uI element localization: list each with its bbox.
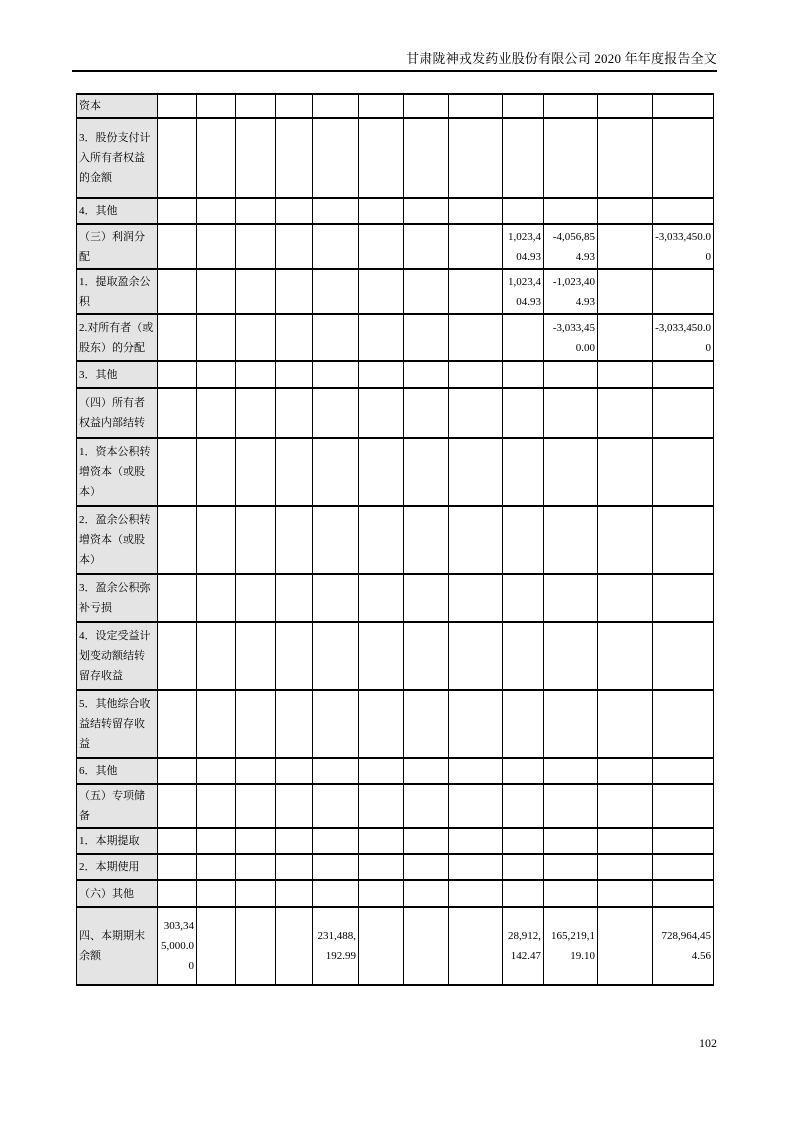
empty-cell: [598, 198, 653, 224]
empty-cell: [598, 269, 653, 314]
empty-cell: [359, 622, 404, 690]
row-label: 4．设定受益计划变动额结转留存收益: [77, 622, 158, 690]
empty-cell: [404, 828, 449, 854]
row-label: 资本: [77, 94, 158, 118]
empty-cell: [197, 269, 236, 314]
empty-cell: [197, 198, 236, 224]
empty-cell: [503, 690, 544, 758]
empty-cell: [404, 784, 449, 828]
table-row: [77, 854, 714, 880]
empty-cell: [449, 361, 503, 388]
empty-cell: [276, 758, 313, 784]
empty-cell: [503, 94, 544, 118]
empty-cell: [404, 907, 449, 985]
empty-cell: [598, 574, 653, 622]
empty-cell: [197, 828, 236, 854]
page-number: 102: [699, 1036, 717, 1050]
empty-cell: [276, 314, 313, 361]
empty-cell: [598, 880, 653, 907]
empty-cell: [598, 622, 653, 690]
empty-cell: [598, 314, 653, 361]
empty-cell: [449, 94, 503, 118]
table-row: [77, 574, 714, 622]
empty-cell: [598, 907, 653, 985]
empty-cell: [276, 438, 313, 506]
empty-cell: [236, 784, 276, 828]
row-label: 3．其他: [77, 361, 158, 388]
empty-cell: [276, 118, 313, 198]
empty-cell: [544, 622, 598, 690]
empty-cell: [544, 361, 598, 388]
header-rule: [72, 70, 717, 72]
empty-cell: [653, 506, 714, 574]
empty-cell: [449, 784, 503, 828]
table-row: [77, 94, 714, 118]
empty-cell: [359, 506, 404, 574]
empty-cell: [276, 880, 313, 907]
empty-cell: [359, 361, 404, 388]
empty-cell: [313, 224, 359, 269]
empty-cell: [449, 198, 503, 224]
amount-cell: -4,056,854.93: [544, 224, 598, 269]
empty-cell: [236, 388, 276, 438]
empty-cell: [503, 506, 544, 574]
empty-cell: [313, 784, 359, 828]
amount-cell: 28,912,142.47: [503, 907, 544, 985]
empty-cell: [404, 574, 449, 622]
empty-cell: [449, 224, 503, 269]
empty-cell: [598, 828, 653, 854]
empty-cell: [313, 94, 359, 118]
empty-cell: [276, 574, 313, 622]
row-label: （四）所有者权益内部结转: [77, 388, 158, 438]
empty-cell: [158, 269, 197, 314]
empty-cell: [598, 690, 653, 758]
empty-cell: [236, 574, 276, 622]
empty-cell: [313, 388, 359, 438]
empty-cell: [313, 690, 359, 758]
empty-cell: [404, 880, 449, 907]
row-label: 6．其他: [77, 758, 158, 784]
empty-cell: [276, 506, 313, 574]
row-label: 2.对所有者（或股东）的分配: [77, 314, 158, 361]
amount-cell: 165,219,119.10: [544, 907, 598, 985]
empty-cell: [276, 622, 313, 690]
table-row: [77, 758, 714, 784]
empty-cell: [236, 758, 276, 784]
empty-cell: [236, 622, 276, 690]
amount-cell: -3,033,450.00: [653, 224, 714, 269]
empty-cell: [404, 94, 449, 118]
empty-cell: [197, 880, 236, 907]
amount-cell: 1,023,404.93: [503, 269, 544, 314]
empty-cell: [276, 784, 313, 828]
empty-cell: [276, 854, 313, 880]
empty-cell: [598, 506, 653, 574]
empty-cell: [359, 828, 404, 854]
empty-cell: [158, 784, 197, 828]
empty-cell: [197, 690, 236, 758]
empty-cell: [313, 269, 359, 314]
empty-cell: [276, 269, 313, 314]
empty-cell: [158, 198, 197, 224]
empty-cell: [313, 880, 359, 907]
empty-cell: [236, 690, 276, 758]
row-label: （三）利润分配: [77, 224, 158, 269]
empty-cell: [449, 690, 503, 758]
empty-cell: [236, 828, 276, 854]
empty-cell: [236, 438, 276, 506]
empty-cell: [404, 622, 449, 690]
empty-cell: [653, 854, 714, 880]
empty-cell: [653, 622, 714, 690]
empty-cell: [449, 574, 503, 622]
empty-cell: [404, 854, 449, 880]
empty-cell: [503, 622, 544, 690]
empty-cell: [503, 388, 544, 438]
empty-cell: [503, 574, 544, 622]
empty-cell: [313, 198, 359, 224]
row-label: 四、本期期末余额: [77, 907, 158, 985]
empty-cell: [236, 506, 276, 574]
empty-cell: [158, 854, 197, 880]
empty-cell: [359, 854, 404, 880]
empty-cell: [544, 784, 598, 828]
empty-cell: [276, 828, 313, 854]
empty-cell: [158, 622, 197, 690]
table-row: [77, 438, 714, 506]
empty-cell: [449, 388, 503, 438]
empty-cell: [158, 758, 197, 784]
row-label: 1．本期提取: [77, 828, 158, 854]
empty-cell: [197, 118, 236, 198]
empty-cell: [544, 690, 598, 758]
empty-cell: [359, 438, 404, 506]
empty-cell: [653, 690, 714, 758]
empty-cell: [359, 690, 404, 758]
empty-cell: [197, 388, 236, 438]
empty-cell: [313, 854, 359, 880]
empty-cell: [653, 198, 714, 224]
empty-cell: [197, 314, 236, 361]
empty-cell: [653, 784, 714, 828]
empty-cell: [598, 94, 653, 118]
equity-table-body: [77, 94, 714, 985]
empty-cell: [404, 438, 449, 506]
empty-cell: [236, 880, 276, 907]
empty-cell: [404, 506, 449, 574]
empty-cell: [544, 438, 598, 506]
empty-cell: [449, 438, 503, 506]
empty-cell: [359, 784, 404, 828]
equity-change-table: [76, 93, 714, 986]
table-row: [77, 880, 714, 907]
empty-cell: [598, 118, 653, 198]
empty-cell: [598, 224, 653, 269]
empty-cell: [544, 118, 598, 198]
empty-cell: [158, 438, 197, 506]
empty-cell: [276, 388, 313, 438]
empty-cell: [404, 361, 449, 388]
empty-cell: [544, 506, 598, 574]
empty-cell: [276, 198, 313, 224]
empty-cell: [158, 388, 197, 438]
row-label: 3．股份支付计入所有者权益的金额: [77, 118, 158, 198]
empty-cell: [449, 622, 503, 690]
empty-cell: [236, 118, 276, 198]
empty-cell: [158, 361, 197, 388]
empty-cell: [313, 314, 359, 361]
row-label: 5．其他综合收益结转留存收益: [77, 690, 158, 758]
empty-cell: [503, 854, 544, 880]
row-label: （六）其他: [77, 880, 158, 907]
empty-cell: [236, 198, 276, 224]
empty-cell: [197, 758, 236, 784]
amount-cell: 231,488,192.99: [313, 907, 359, 985]
empty-cell: [503, 880, 544, 907]
empty-cell: [197, 622, 236, 690]
empty-cell: [313, 506, 359, 574]
row-label: 1．资本公积转增资本（或股本）: [77, 438, 158, 506]
empty-cell: [598, 758, 653, 784]
empty-cell: [598, 854, 653, 880]
table-row: [77, 198, 714, 224]
empty-cell: [313, 828, 359, 854]
empty-cell: [158, 574, 197, 622]
empty-cell: [404, 118, 449, 198]
amount-cell: -3,033,450.00: [544, 314, 598, 361]
empty-cell: [449, 506, 503, 574]
empty-cell: [598, 361, 653, 388]
empty-cell: [653, 880, 714, 907]
empty-cell: [359, 118, 404, 198]
empty-cell: [653, 94, 714, 118]
amount-cell: 1,023,404.93: [503, 224, 544, 269]
empty-cell: [236, 269, 276, 314]
empty-cell: [503, 438, 544, 506]
empty-cell: [404, 690, 449, 758]
empty-cell: [404, 314, 449, 361]
empty-cell: [359, 269, 404, 314]
empty-cell: [197, 224, 236, 269]
empty-cell: [653, 438, 714, 506]
empty-cell: [313, 574, 359, 622]
table-row: [77, 907, 714, 985]
empty-cell: [544, 880, 598, 907]
empty-cell: [158, 880, 197, 907]
empty-cell: [359, 94, 404, 118]
table-row: [77, 506, 714, 574]
empty-cell: [503, 314, 544, 361]
table-row: [77, 388, 714, 438]
empty-cell: [449, 758, 503, 784]
empty-cell: [544, 828, 598, 854]
empty-cell: [313, 118, 359, 198]
empty-cell: [236, 361, 276, 388]
empty-cell: [653, 758, 714, 784]
empty-cell: [503, 758, 544, 784]
table-row: [77, 224, 714, 269]
empty-cell: [158, 224, 197, 269]
empty-cell: [359, 224, 404, 269]
empty-cell: [197, 854, 236, 880]
empty-cell: [276, 690, 313, 758]
table-row: [77, 269, 714, 314]
empty-cell: [359, 388, 404, 438]
empty-cell: [404, 388, 449, 438]
empty-cell: [236, 224, 276, 269]
empty-cell: [653, 828, 714, 854]
empty-cell: [653, 361, 714, 388]
table-row: [77, 361, 714, 388]
empty-cell: [197, 574, 236, 622]
table-row: [77, 690, 714, 758]
empty-cell: [313, 361, 359, 388]
empty-cell: [313, 622, 359, 690]
table-row: [77, 622, 714, 690]
empty-cell: [313, 758, 359, 784]
empty-cell: [359, 880, 404, 907]
empty-cell: [544, 388, 598, 438]
running-header: 甘肃陇神戎发药业股份有限公司 2020 年年度报告全文: [406, 51, 717, 66]
empty-cell: [404, 198, 449, 224]
row-label: 4．其他: [77, 198, 158, 224]
empty-cell: [359, 574, 404, 622]
empty-cell: [653, 118, 714, 198]
empty-cell: [449, 907, 503, 985]
empty-cell: [404, 269, 449, 314]
empty-cell: [598, 438, 653, 506]
row-label: 3．盈余公积弥补亏损: [77, 574, 158, 622]
empty-cell: [236, 94, 276, 118]
empty-cell: [544, 574, 598, 622]
empty-cell: [158, 94, 197, 118]
empty-cell: [449, 828, 503, 854]
empty-cell: [197, 438, 236, 506]
empty-cell: [503, 198, 544, 224]
empty-cell: [197, 784, 236, 828]
empty-cell: [449, 314, 503, 361]
empty-cell: [197, 361, 236, 388]
empty-cell: [404, 224, 449, 269]
amount-cell: 303,345,000.00: [158, 907, 197, 985]
empty-cell: [359, 314, 404, 361]
empty-cell: [544, 854, 598, 880]
empty-cell: [503, 828, 544, 854]
empty-cell: [544, 94, 598, 118]
empty-cell: [197, 506, 236, 574]
empty-cell: [503, 361, 544, 388]
amount-cell: 728,964,454.56: [653, 907, 714, 985]
table-row: [77, 784, 714, 828]
empty-cell: [236, 907, 276, 985]
empty-cell: [276, 361, 313, 388]
row-label: （五）专项储备: [77, 784, 158, 828]
empty-cell: [503, 118, 544, 198]
empty-cell: [404, 758, 449, 784]
empty-cell: [598, 784, 653, 828]
empty-cell: [544, 198, 598, 224]
empty-cell: [503, 784, 544, 828]
empty-cell: [359, 907, 404, 985]
amount-cell: -1,023,404.93: [544, 269, 598, 314]
empty-cell: [449, 854, 503, 880]
empty-cell: [449, 269, 503, 314]
row-label: 2．盈余公积转增资本（或股本）: [77, 506, 158, 574]
empty-cell: [197, 907, 236, 985]
empty-cell: [449, 118, 503, 198]
empty-cell: [359, 198, 404, 224]
empty-cell: [158, 690, 197, 758]
empty-cell: [276, 94, 313, 118]
empty-cell: [598, 388, 653, 438]
row-label: 1．提取盈余公积: [77, 269, 158, 314]
empty-cell: [236, 314, 276, 361]
empty-cell: [276, 907, 313, 985]
table-row: [77, 828, 714, 854]
empty-cell: [653, 388, 714, 438]
table-row: [77, 314, 714, 361]
empty-cell: [449, 880, 503, 907]
amount-cell: -3,033,450.00: [653, 314, 714, 361]
empty-cell: [313, 438, 359, 506]
empty-cell: [544, 758, 598, 784]
table-row: [77, 118, 714, 198]
row-label: 2．本期使用: [77, 854, 158, 880]
empty-cell: [158, 506, 197, 574]
empty-cell: [653, 574, 714, 622]
empty-cell: [197, 94, 236, 118]
empty-cell: [158, 314, 197, 361]
empty-cell: [236, 854, 276, 880]
empty-cell: [158, 828, 197, 854]
empty-cell: [276, 224, 313, 269]
empty-cell: [158, 118, 197, 198]
empty-cell: [359, 758, 404, 784]
empty-cell: [653, 269, 714, 314]
